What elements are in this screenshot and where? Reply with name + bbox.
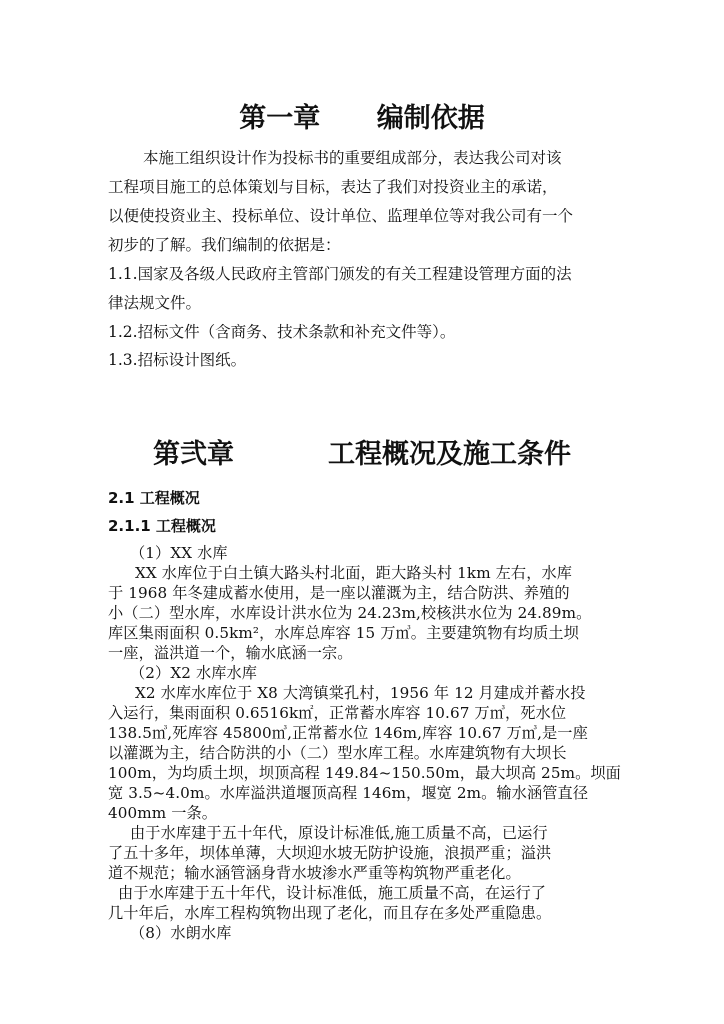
paragraph-line: 100m，为均质土坝，坝顶高程 149.84~150.50m，最大坝高 25m。坝面 <box>108 764 621 782</box>
chapter-1-title: 第一章 编制依据 <box>239 103 485 134</box>
subsection-heading: 2.1.1 工程概况 <box>108 517 216 535</box>
paragraph-line: 于 1968 年冬建成蓄水使用，是一座以灌溉为主，结合防洪、养殖的 <box>108 584 570 602</box>
paragraph-line: 初步的了解。我们编制的依据是： <box>108 236 341 254</box>
paragraph-line: 入运行，集雨面积 0.6516k㎡，正常蓄水库容 10.67 万㎥，死水位 <box>108 704 567 722</box>
item-heading: （2）X2 水库水库 <box>130 664 258 682</box>
paragraph-line: 一座，溢洪道一个，输水底涵一宗。 <box>108 644 353 662</box>
paragraph-line: 小（二）型水库，水库设计洪水位为 24.23m,校核洪水位为 24.89m。 <box>108 604 592 622</box>
paragraph-line: 由于水库建于五十年代，设计标准低，施工质量不高，在运行了 <box>118 884 547 902</box>
paragraph-line: 宽 3.5~4.0m。水库溢洪道堰顶高程 146m，堰宽 2m。输水涵管直径 <box>108 784 589 802</box>
paragraph-line: 道不规范；输水涵管涵身背水坡渗水严重等构筑物严重老化。 <box>108 864 521 882</box>
paragraph-line: 工程项目施工的总体策划与目标，表达了我们对投资业主的承诺， <box>108 178 558 196</box>
list-item: 1.3.招标设计图纸。 <box>108 351 247 369</box>
item-heading: （8）水朗水库 <box>130 924 232 942</box>
paragraph-line: 本施工组织设计作为投标书的重要组成部分，表达我公司对该 <box>143 149 562 167</box>
paragraph-line: XX 水库位于白土镇大路头村北面，距大路头村 1km 左右，水库 <box>135 564 573 582</box>
section-heading: 2.1 工程概况 <box>108 489 200 507</box>
paragraph-line: 138.5㎥,死库容 45800㎥,正常蓄水位 146m,库容 10.67 万㎥,是一座 <box>108 724 588 742</box>
list-item: 1.1.国家及各级人民政府主管部门颁发的有关工程建设管理方面的法 <box>108 265 572 283</box>
chapter-2-title: 第弐章 工程概况及施工条件 <box>153 439 571 470</box>
paragraph-line: 以灌溉为主，结合防洪的小（二）型水库工程。水库建筑物有大坝长 <box>108 744 567 762</box>
list-item: 1.2.招标文件（含商务、技术条款和补充文件等）。 <box>108 323 456 341</box>
paragraph-line: 由于水库建于五十年代，原设计标准低,施工质量不高，已运行 <box>130 824 548 842</box>
paragraph-line: 以便使投资业主、投标单位、设计单位、监理单位等对我公司有一个 <box>108 207 574 225</box>
list-item-continuation: 律法规文件。 <box>108 294 202 312</box>
paragraph-line: 库区集雨面积 0.5km²，水库总库容 15 万㎥。主要建筑物有均质土坝 <box>108 624 579 642</box>
paragraph-line: 几十年后，水库工程构筑物出现了老化，而且存在多处严重隐患。 <box>108 904 552 922</box>
paragraph-line: 400mm 一条。 <box>108 804 218 822</box>
paragraph-line: X2 水库水库位于 X8 大湾镇棠孔村，1956 年 12 月建成并蓄水投 <box>135 684 586 702</box>
paragraph-line: 了五十多年，坝体单薄，大坝迎水坡无防护设施，浪损严重；溢洪 <box>108 844 552 862</box>
item-heading: （1）XX 水库 <box>130 544 228 562</box>
